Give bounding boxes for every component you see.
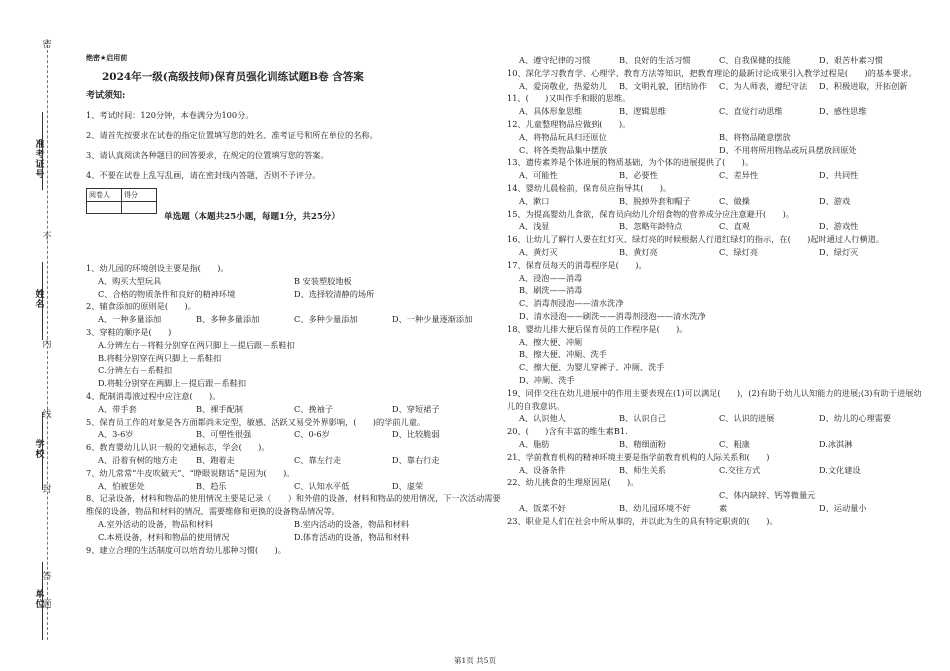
answer-option[interactable]: A.室外活动的设备，物品和材料 — [98, 518, 213, 529]
question-text: 9、建立合理的生活制度可以培育幼儿那种习惯( )。 — [86, 544, 286, 555]
answer-option[interactable]: A、饭菜不好 — [519, 502, 566, 513]
question — [507, 387, 927, 425]
answer-option[interactable]: B、多种多量添加 — [196, 314, 260, 325]
answer-option[interactable]: C、0-6岁 — [294, 429, 330, 440]
question-text: 16、让幼儿了解行人要在红灯灭、绿灯亮的时候根据人行道红绿灯的指示，在( )起时通过人行横道。 — [507, 234, 885, 245]
answer-option[interactable]: A、爱岗敬业，热爱幼儿 — [519, 80, 607, 91]
question-text: 12、儿童整理物品应做到( )。 — [507, 118, 631, 129]
question-text: 10、深化学习教育学、心理学、教育方法等知识，把教育理论的最新讨论成果引入教学过程是( )的基本要求。 — [507, 67, 917, 78]
answer-option[interactable]: A、浸泡——消毒 — [519, 272, 583, 283]
question — [507, 259, 927, 323]
answer-option[interactable]: B、精细面粉 — [619, 438, 666, 449]
answer-option[interactable]: A、认识他人 — [519, 413, 566, 424]
score-cell[interactable] — [122, 202, 157, 214]
question-text: 6、教育婴幼儿认识一般的交通标志，学会( )。 — [86, 442, 270, 453]
field-exam-number-line[interactable] — [42, 112, 43, 190]
answer-option[interactable]: D、游戏性 — [819, 221, 859, 232]
answer-option[interactable]: C、自我保健的技能 — [719, 55, 791, 65]
question — [86, 262, 501, 300]
answer-option[interactable]: A、一种多量添加 — [98, 314, 162, 325]
question — [86, 300, 501, 326]
answer-option[interactable]: A、擦大便、冲厕 — [519, 336, 583, 347]
notice-item: 3、请认真阅读各种题目的回答要求，在规定的位置填写您的答案。 — [86, 149, 329, 160]
notice-item: 4、不要在试卷上乱写乱画，请在密封线内答题，否则不予评分。 — [86, 169, 321, 180]
answer-option[interactable]: D.体育活动的设备，物品和材料 — [294, 531, 410, 542]
seal-char: 内 — [42, 340, 52, 350]
answer-option[interactable]: B、师生关系 — [619, 464, 666, 475]
answer-option[interactable]: C、为人师表，遵纪守法 — [719, 80, 808, 91]
field-name-line[interactable] — [42, 262, 43, 340]
question-text: 18、婴幼儿排大便后保育员的工作程序是( )。 — [507, 323, 688, 334]
seal-char: 线 — [42, 410, 52, 420]
answer-option[interactable]: C、将各类物品集中摆放 — [519, 144, 608, 155]
page-footer: 第1页 共5页 — [454, 656, 496, 665]
seal-char: 封 — [42, 485, 52, 495]
answer-option[interactable]: D、艰苦朴素习惯 — [819, 55, 883, 65]
question — [507, 233, 927, 259]
question — [507, 515, 927, 528]
question-text: 8、记录设备，材料和物品的使用情况主要是记录（ ）和外借的设备，材料和物品的使用情况，下一次活动需要维保的设备，物品和材料的情况，需要维修和更换的设备物品情况等。 — [86, 493, 501, 517]
answer-option[interactable]: A、带手套 — [98, 403, 137, 414]
question — [86, 326, 501, 390]
answer-option[interactable]: D、感性思维 — [819, 106, 867, 117]
answer-option[interactable]: B、忽略年龄特点 — [619, 221, 683, 232]
question — [86, 544, 501, 557]
question — [507, 476, 927, 514]
answer-option[interactable]: B、擦大便、冲厕、洗手 — [519, 349, 607, 360]
question-text: 7、幼儿常常“牛皮吹破天”、“睁眼说瞎话”是因为( )。 — [86, 467, 295, 478]
answer-option[interactable]: B、裸手配制 — [196, 403, 243, 414]
answer-option[interactable]: C、绿灯亮 — [719, 246, 759, 257]
answer-option[interactable]: D.文化建设 — [819, 464, 861, 475]
question — [507, 451, 927, 477]
seal-char: 密 — [42, 40, 52, 50]
secret-mark: 绝密★启用前 — [86, 54, 128, 62]
question-text: 11、( )又叫作手和眼的思维。 — [507, 93, 631, 104]
answer-option[interactable]: C.交往方式 — [719, 464, 761, 475]
field-unit-line[interactable] — [42, 562, 43, 640]
answer-option[interactable]: B 安装塑胶地板 — [294, 275, 352, 286]
question-text: 1、幼儿园的环境创设主要是指( )。 — [86, 263, 229, 273]
left-column — [86, 52, 501, 214]
question-text: 4、配制消毒液过程中应注意( )。 — [86, 390, 221, 401]
answer-option[interactable]: B、文明礼貌，团结协作 — [619, 80, 707, 91]
answer-option[interactable]: D、运动量小 — [819, 502, 867, 513]
question-text: 23、职业是人们在社会中所从事的，并以此为生的具有特定职责的( )。 — [507, 515, 778, 526]
question — [507, 323, 927, 387]
question — [86, 492, 501, 543]
answer-option[interactable]: D、选择较清静的场所 — [294, 288, 375, 299]
answer-option[interactable]: D.将鞋分别穿在两脚上－提后跟－系鞋扣 — [98, 378, 247, 389]
question-text: 2、辅食添加的原则是( )。 — [86, 301, 196, 312]
answer-option[interactable]: B、幼儿园环境不好 — [619, 502, 691, 513]
notice-heading: 考试须知: — [86, 90, 126, 101]
answer-option[interactable]: C、认知水平低 — [294, 480, 350, 491]
seal-char: 不 — [42, 232, 52, 242]
answer-option[interactable]: A、3-6岁 — [98, 429, 134, 440]
answer-option[interactable]: C、合格的物质条件和良好的精神环境 — [98, 288, 236, 299]
answer-option[interactable]: A、怕被惩处 — [98, 480, 145, 491]
answer-option[interactable]: A、脂肪 — [519, 438, 550, 449]
answer-option[interactable]: D、绿灯灭 — [819, 246, 859, 257]
answer-option[interactable]: C、认识的进展 — [719, 413, 775, 424]
field-school-line[interactable] — [42, 412, 43, 490]
answer-option[interactable]: B、必要性 — [619, 170, 658, 181]
question — [86, 416, 501, 442]
question — [507, 67, 927, 93]
field-school-label: 学校 — [35, 440, 45, 460]
answer-option[interactable]: C.本班设备，材料和物品的使用情况 — [98, 531, 230, 542]
section-title: 单选题（本题共25小题，每题1分，共25分） — [164, 212, 340, 222]
right-questions — [507, 54, 927, 527]
question — [507, 208, 927, 234]
answer-option[interactable]: A.分辨左右－将鞋分别穿在两只脚上－提后跟－系鞋扣 — [98, 339, 295, 350]
question-text: 3、穿鞋的顺序是( ) — [86, 326, 172, 337]
answer-option[interactable]: B.将鞋分别穿在两只脚上－系鞋扣 — [98, 352, 222, 363]
answer-option[interactable]: B.室内活动的设备，物品和材料 — [294, 518, 410, 529]
answer-option[interactable]: A、浅显 — [519, 221, 550, 232]
answer-option[interactable]: C、挽袖子 — [294, 403, 334, 414]
answer-option[interactable]: C、做操 — [719, 195, 750, 206]
answer-option[interactable]: D、共同性 — [819, 170, 859, 181]
answer-option[interactable]: C、消毒剂浸泡——清水洗净 — [519, 298, 624, 309]
exam-title: 2024年一级(高级技师)保育员强化训练试题B卷 含答案 — [102, 70, 364, 83]
seal-line-sidebar — [0, 0, 62, 671]
answer-option[interactable]: B、可塑性很强 — [196, 429, 252, 440]
answer-option[interactable]: B、逻辑思维 — [619, 106, 666, 117]
question — [86, 390, 501, 416]
question-text: 17、保育员每天的消毒程序是( )。 — [507, 259, 647, 270]
answer-option[interactable]: B、黄灯亮 — [619, 246, 658, 257]
answer-option[interactable]: C、直觉行动思维 — [719, 106, 783, 117]
notice-item: 1、考试时间：120分钟，本卷满分为100分。 — [86, 110, 254, 121]
question — [507, 156, 927, 182]
answer-option[interactable]: A、设备条件 — [519, 464, 566, 475]
answer-option[interactable]: A、可能性 — [519, 170, 558, 181]
answer-option[interactable]: A、具体形象思维 — [519, 106, 583, 117]
question — [507, 425, 927, 451]
answer-option[interactable]: D、穿短裙子 — [392, 403, 440, 414]
answer-option[interactable]: B、认识自己 — [619, 413, 666, 424]
answer-option[interactable]: B、趋乐 — [196, 480, 227, 491]
answer-option[interactable]: C.分辨左右－系鞋扣 — [98, 365, 173, 376]
question — [507, 182, 927, 208]
notice-item: 2、请首先按要求在试卷的指定位置填写您的姓名、准考证号和所在单位的名称。 — [86, 130, 378, 141]
question-text: 5、保育员工作的对象是各方面都尚未定型，敏感、活跃又易受外界影响，( )的学前儿童。 — [86, 416, 426, 427]
answer-option[interactable]: A、购买大型玩具 — [98, 275, 162, 286]
answer-option[interactable]: A、漱口 — [519, 195, 550, 206]
notice-list — [86, 109, 501, 181]
answer-option[interactable]: A、黄灯灭 — [519, 246, 558, 257]
answer-option[interactable]: C、粗康 — [719, 438, 750, 449]
answer-option[interactable]: D、虚荣 — [392, 480, 424, 491]
answer-option[interactable]: D.冰淇淋 — [819, 438, 853, 449]
answer-option[interactable]: B、刷洗——消毒 — [519, 285, 583, 296]
left-questions — [86, 262, 501, 556]
answer-option[interactable]: C、直观 — [719, 221, 750, 232]
question — [507, 54, 927, 67]
answer-option[interactable]: C、靠左行走 — [294, 454, 342, 465]
score-table-score: 得分 — [122, 188, 157, 202]
score-table-grader: 阅卷人 — [87, 188, 122, 202]
question-text: 22、幼儿挑食的生理原因是( )。 — [507, 477, 639, 488]
question-text: 19、同伴交往在幼儿进展中的作用主要表现在(1)可以满足( )，(2)有助于幼儿认知能力的进展;(3)有助于进展幼儿的自我意识。 — [507, 387, 922, 411]
seal-char: 题 — [42, 600, 52, 610]
answer-option[interactable]: D、积极进取，开拓创新 — [819, 80, 908, 91]
question-text: 21、学前教育机构的精神环境主要是指学前教育机构的人际关系和( ) — [507, 451, 770, 462]
answer-option[interactable]: C、差异性 — [719, 170, 759, 181]
answer-option[interactable]: D、幼儿的心理需要 — [819, 413, 892, 424]
answer-option[interactable]: A、遵守纪律的习惯 — [519, 55, 591, 65]
answer-option[interactable]: B、将物品随意摆放 — [719, 131, 791, 142]
answer-option[interactable]: D、一种少量逐渐添加 — [392, 314, 473, 325]
score-table — [86, 188, 157, 215]
answer-option[interactable]: D、不用将所用物品或玩具摆放回原处 — [719, 144, 857, 155]
answer-option[interactable]: D、冲厕、洗手 — [519, 374, 575, 385]
answer-option[interactable]: C、擦大便、为婴儿穿裤子、冲厕、洗手 — [519, 362, 665, 373]
score-cell[interactable] — [87, 202, 122, 214]
question — [507, 92, 927, 118]
field-exam-number-label: 准考证号 — [35, 140, 45, 180]
answer-option[interactable]: C、多种少量添加 — [294, 314, 358, 325]
answer-option[interactable]: D、清水浸泡——刷洗——消毒剂浸泡——清水洗净 — [519, 310, 706, 321]
question-text: 15、为提高婴幼儿食欲，保育员向幼儿介绍食物的营养成分应注意避开( )。 — [507, 208, 794, 219]
answer-option[interactable]: D、游戏 — [819, 195, 851, 206]
question-text: 13、遗传素养是个体进展的物质基础，为个体的进展提供了( )。 — [507, 157, 754, 168]
question-text: 20、( )含有丰富的维生素B1. — [507, 426, 628, 437]
answer-option[interactable]: D、靠右行走 — [392, 454, 440, 465]
seal-char: 答 — [42, 572, 52, 582]
question-text: 14、婴幼儿晨检前，保育员应指导其( )。 — [507, 182, 672, 193]
answer-option[interactable]: B、脱掉外套和帽子 — [619, 195, 691, 206]
field-unit-label: 单位 — [35, 590, 45, 610]
question — [507, 118, 927, 156]
answer-option[interactable]: C、体内缺锌、钙等微量元素 — [719, 490, 816, 513]
question — [86, 467, 501, 493]
answer-option[interactable]: A、沿着有树的地方走 — [98, 454, 178, 465]
answer-option[interactable]: D、比较脆弱 — [392, 429, 440, 440]
answer-option[interactable]: B、良好的生活习惯 — [619, 55, 691, 65]
answer-option[interactable]: A、将物品玩具归还原位 — [519, 131, 607, 142]
field-name-label: 姓名 — [35, 290, 45, 310]
answer-option[interactable]: B、跑着走 — [196, 454, 235, 465]
question — [86, 441, 501, 467]
